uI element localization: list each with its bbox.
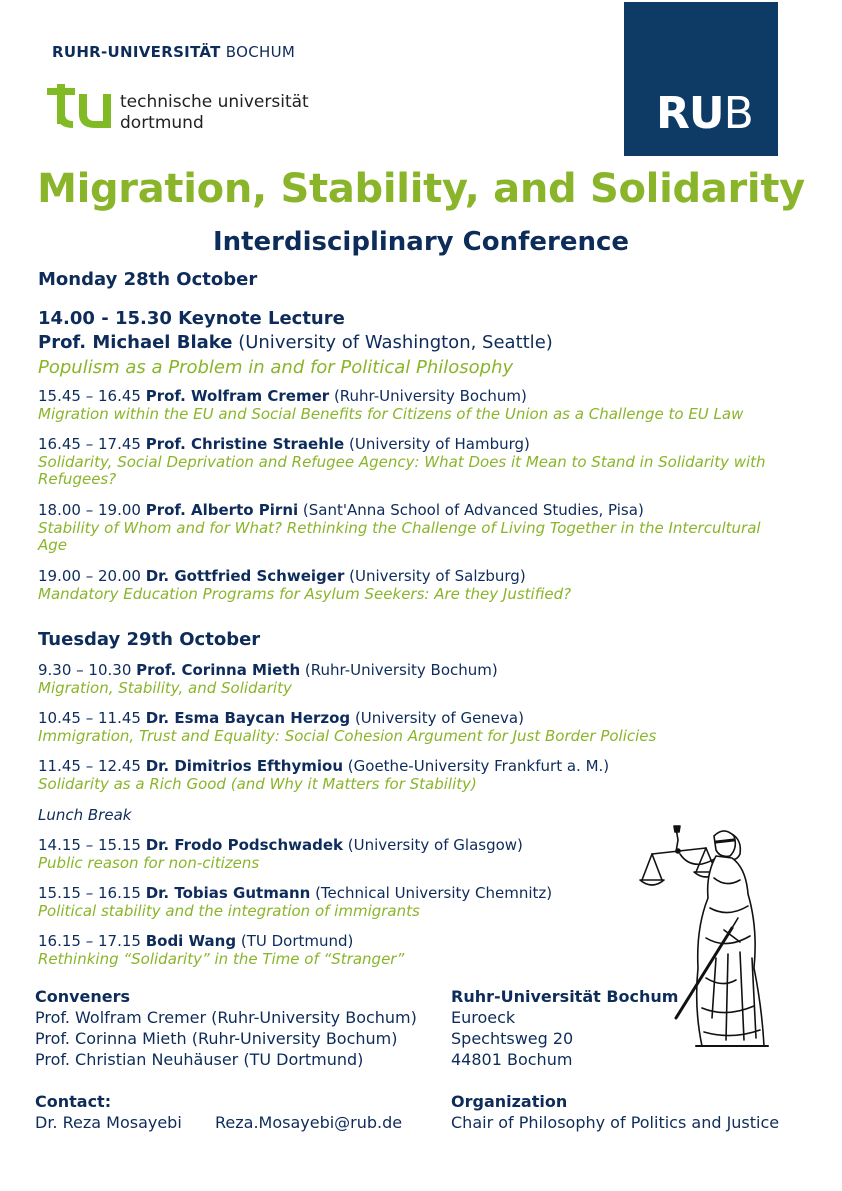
page-title: Migration, Stability, and Solidarity [37, 166, 805, 212]
tu-logo-icon [47, 84, 111, 130]
page-subtitle: Interdisciplinary Conference [212, 227, 630, 257]
talk-item: 15.45 – 16.45 Prof. Wolfram Cremer (Ruhr-University Bochum) Migration within the EU and Social Benefits for Citizens of the Union as a Challenge to EU Law [38, 387, 744, 423]
talk-item: 9.30 – 10.30 Prof. Corinna Mieth (Ruhr-University Bochum) Migration, Stability, and Solidarity [38, 661, 498, 697]
venue-line: Spechtsweg 20 [451, 1029, 574, 1048]
venue-line: 44801 Bochum [451, 1050, 573, 1069]
lunch-break: Lunch Break [38, 806, 132, 824]
talk-item: 18.00 – 19.00 Prof. Alberto Pirni (Sant'Anna School of Advanced Studies, Pisa) Stability of Whom and for What? Rethinking the Challenge of Living Together in the Intercultural Age [38, 501, 761, 554]
talk-item: 19.00 – 20.00 Dr. Gottfried Schweiger (University of Salzburg) Mandatory Education Programs for Asylum Seekers: Are they Justified? [38, 567, 572, 603]
talk-item: 16.45 – 17.45 Prof. Christine Straehle (University of Hamburg) Solidarity, Social Deprivation and Refugee Agency: What Does it Mean to Stand in Solidarity with Refugees? [38, 435, 766, 488]
rub-wordmark: RUHR-UNIVERSITÄT BOCHUM [52, 43, 296, 61]
tu-name-line1: technische universität [120, 92, 309, 112]
justitia-illustration-icon [636, 818, 776, 1053]
talk-item: 16.15 – 17.15 Bodi Wang (TU Dortmund) Rethinking “Solidarity” in the Time of “Stranger” [38, 932, 405, 968]
keynote-heading: 14.00 - 15.30 Keynote Lecture [38, 308, 345, 329]
tu-name-line2: dortmund [120, 113, 204, 133]
talk-item: 14.15 – 15.15 Dr. Frodo Podschwadek (University of Glasgow) Public reason for non-citizens [38, 836, 523, 872]
keynote-speaker: Prof. Michael Blake (University of Washington, Seattle) [38, 332, 553, 353]
venue-heading: Ruhr-Universität Bochum [451, 987, 679, 1006]
contact-email-link[interactable]: Reza.Mosayebi@rub.de [215, 1113, 403, 1132]
contact-name: Dr. Reza Mosayebi [35, 1113, 182, 1132]
venue-line: Euroeck [451, 1008, 516, 1027]
talk-item: 15.15 – 16.15 Dr. Tobias Gutmann (Technical University Chemnitz) Political stability and the integration of immigrants [38, 884, 553, 920]
keynote-topic: Populism as a Problem in and for Political Philosophy [38, 357, 514, 378]
talk-item: 11.45 – 12.45 Dr. Dimitrios Efthymiou (Goethe-University Frankfurt a. M.) Solidarity as a Rich Good (and Why it Matters for Stability) [38, 757, 610, 793]
organization-line: Chair of Philosophy of Politics and Justice [451, 1113, 780, 1132]
rub-logo: RUB [624, 2, 778, 156]
day-heading-monday: Monday 28th October [38, 269, 258, 290]
talk-item: 10.45 – 11.45 Dr. Esma Baycan Herzog (University of Geneva) Immigration, Trust and Equality: Social Cohesion Argument for Just Border Policies [38, 709, 657, 745]
convener-line: Prof. Corinna Mieth (Ruhr-University Bochum) [35, 1029, 398, 1048]
organization-heading: Organization [451, 1092, 568, 1111]
convener-line: Prof. Christian Neuhäuser (TU Dortmund) [35, 1050, 364, 1069]
convener-line: Prof. Wolfram Cremer (Ruhr-University Bochum) [35, 1008, 417, 1027]
day-heading-tuesday: Tuesday 29th October [38, 629, 261, 650]
conveners-heading: Conveners [35, 987, 131, 1006]
contact-heading: Contact: [35, 1092, 112, 1111]
